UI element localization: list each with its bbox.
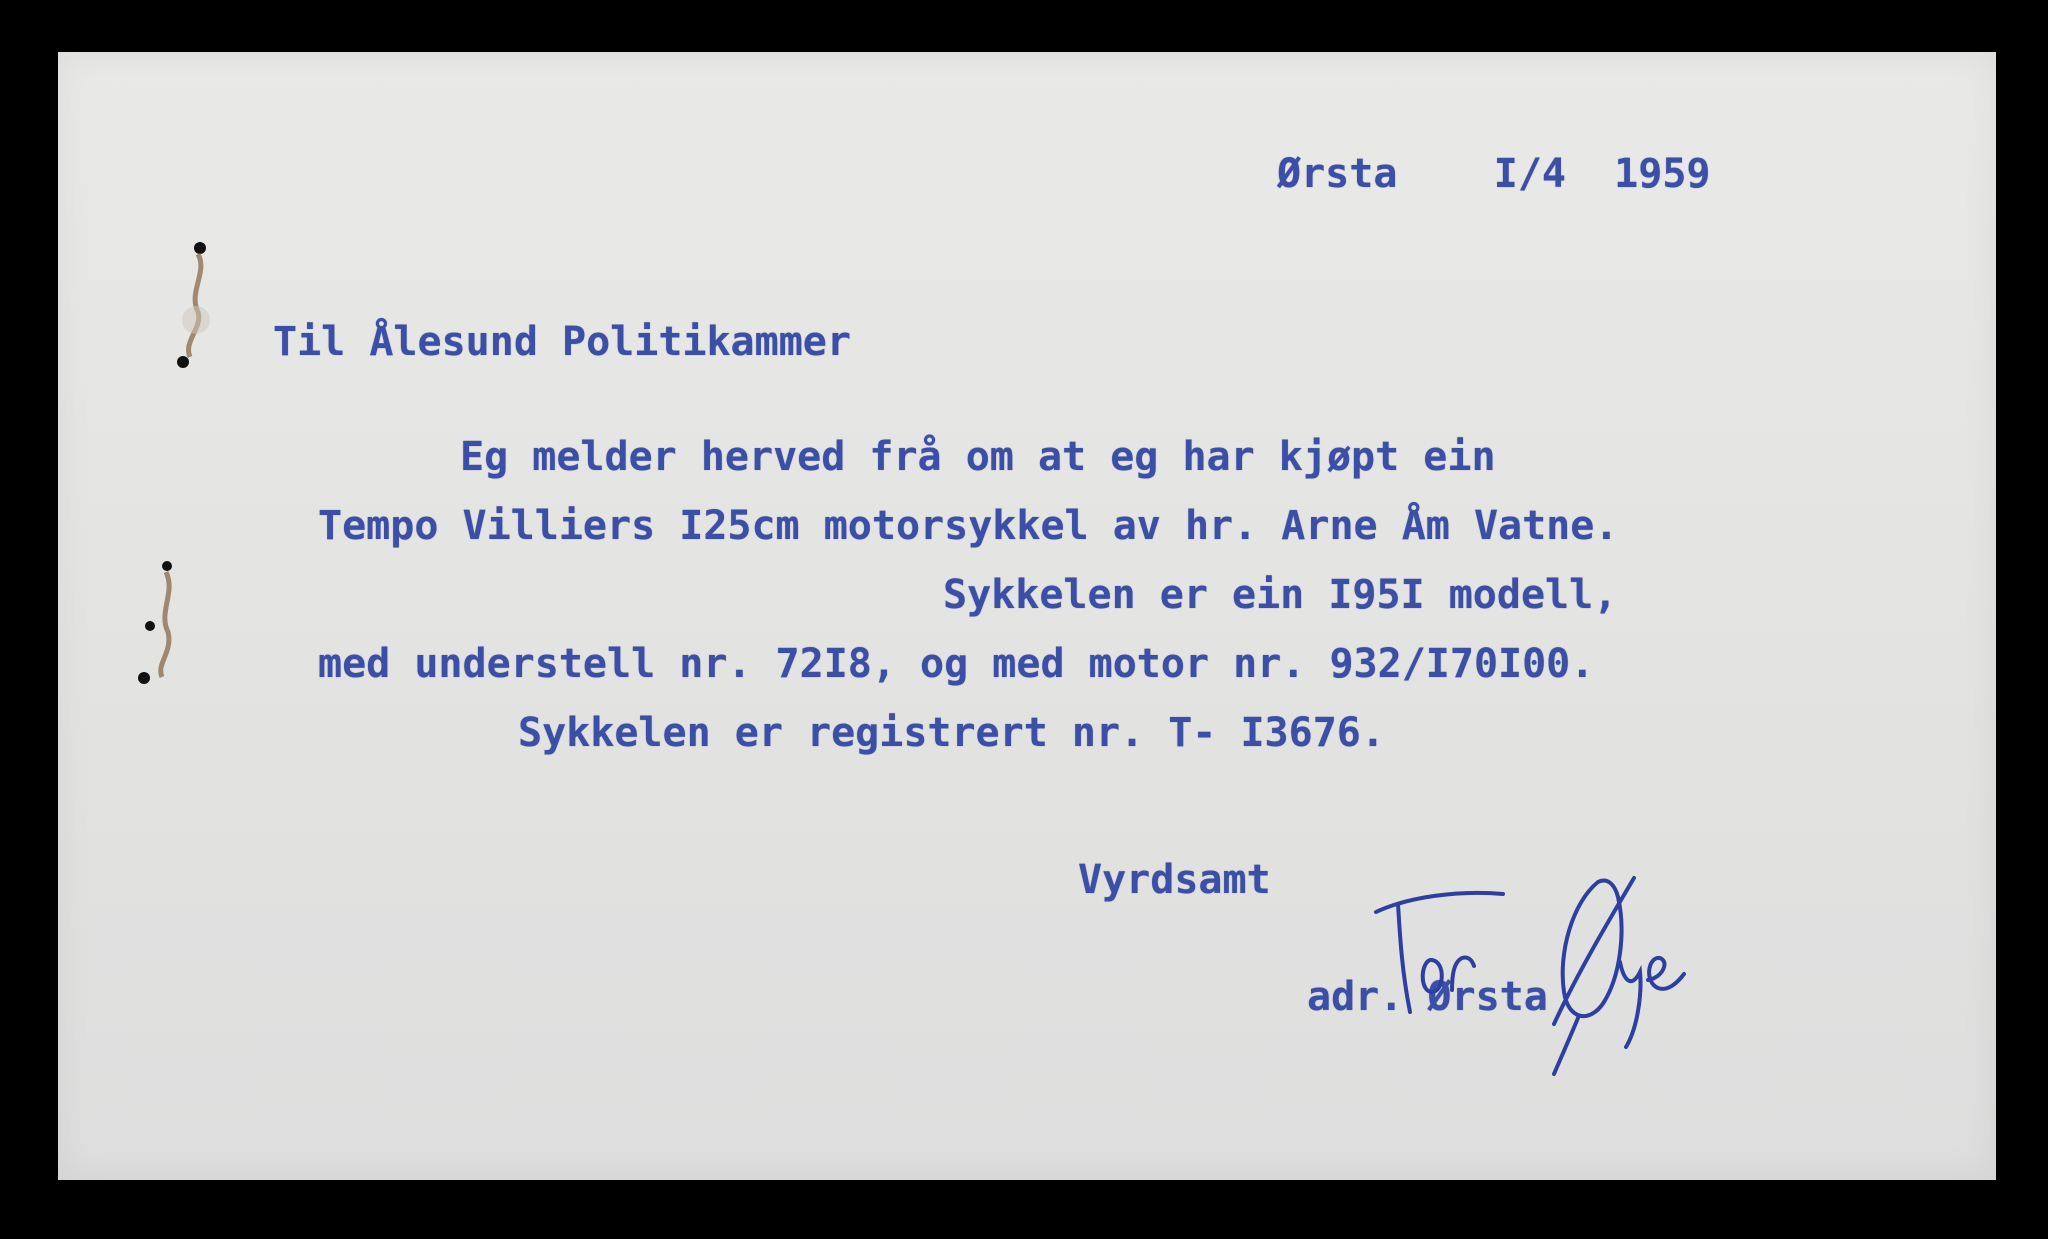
body-line: Sykkelen er registrert nr. T- I3676.: [518, 710, 1385, 756]
place-date: Ørsta I/4 1959: [1277, 151, 1711, 197]
closing-line: Vyrdsamt: [1078, 857, 1271, 903]
letter-paper: [58, 52, 1996, 1180]
rust-mark-top: [177, 242, 210, 368]
body-line: Sykkelen er ein I95I modell,: [943, 572, 1618, 618]
body-line: Tempo Villiers I25cm motorsykkel av hr. Arne Åm Vatne.: [318, 503, 1619, 549]
rust-mark-bottom: [138, 561, 172, 684]
body-line: med understell nr. 72I8, og med motor nr. 932/I70I00.: [318, 641, 1595, 687]
address-line: adr. Ørsta: [1307, 974, 1548, 1020]
handwritten-signature: [1328, 842, 1788, 1082]
body-line: Eg melder herved frå om at eg har kjøpt ein: [460, 434, 1496, 480]
recipient-line: Til Ålesund Politikammer: [273, 319, 851, 365]
